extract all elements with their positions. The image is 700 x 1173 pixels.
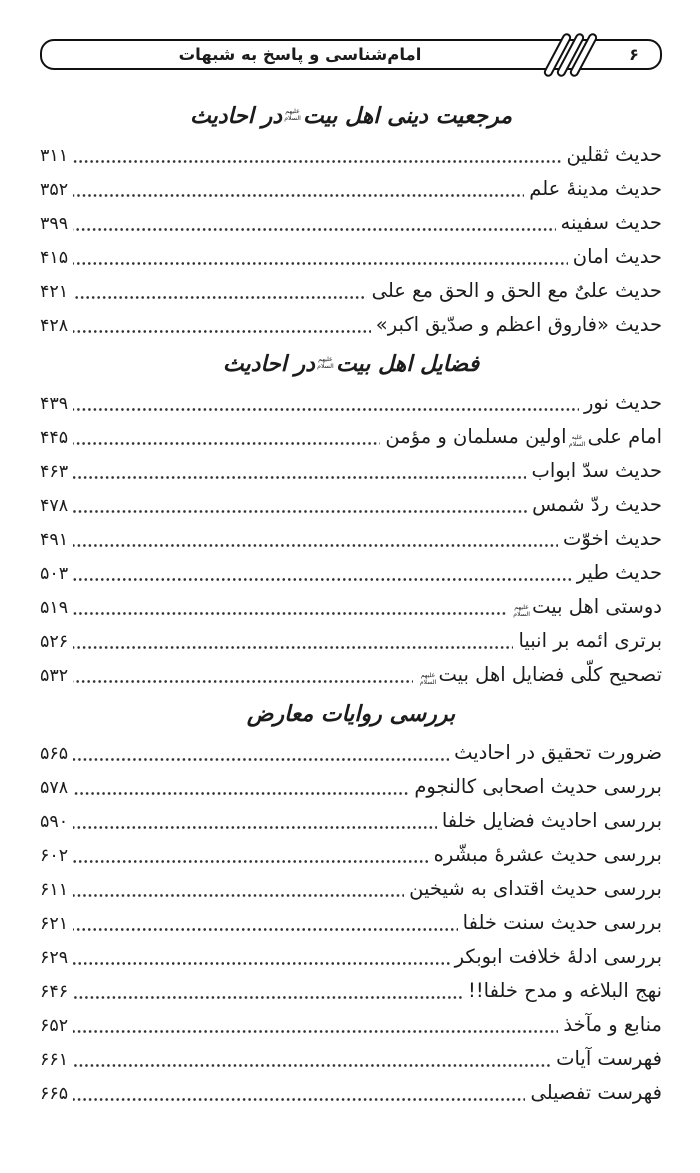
entry-title-pre: بررسی حدیث عشرهٔ مبشّره — [433, 843, 662, 866]
toc-entry — [40, 172, 662, 206]
section-heading — [40, 342, 662, 386]
honorific-symbol: علیهم السلام — [284, 108, 301, 122]
toc-entry — [40, 522, 662, 556]
entry-title-pre: حدیث سدّ ابواب — [531, 459, 662, 482]
dot-leader — [73, 680, 412, 683]
entry-title — [442, 804, 662, 838]
toc-entry — [40, 838, 662, 872]
entry-page-number: ۴۲۸ — [40, 316, 69, 336]
entry-title — [561, 206, 663, 240]
entry-title-pre: حدیث سفینه — [560, 211, 662, 234]
entry-page-number: ۶۶۱ — [40, 1050, 69, 1070]
dot-leader — [73, 578, 572, 581]
entry-title — [434, 838, 662, 872]
dot-leader — [73, 826, 437, 829]
entry-title-pre: حدیث نور — [584, 391, 662, 414]
entry-title-pre: تصحیح کلّی فضایل اهل بیت — [438, 663, 662, 686]
entry-title — [372, 274, 662, 308]
entry-title-pre: امام علی — [587, 425, 662, 448]
toc-entry — [40, 940, 662, 974]
entry-title — [454, 736, 662, 770]
toc-entry — [40, 138, 662, 172]
entry-page-number: ۶۲۹ — [40, 948, 69, 968]
entry-page-number: ۶۱۱ — [40, 880, 69, 900]
entry-title — [584, 386, 662, 420]
entry-page-number: ۵۰۳ — [40, 564, 69, 584]
entry-title — [532, 488, 662, 522]
toc-entry — [40, 240, 662, 274]
dot-leader — [73, 1030, 558, 1033]
entry-title-pre: نهج البلاغه و مدح خلفا!! — [468, 979, 662, 1002]
dot-leader — [73, 646, 513, 649]
entry-title-pre: حدیث امان — [572, 245, 662, 268]
entry-title — [529, 172, 662, 206]
toc-entry — [40, 386, 662, 420]
toc-entry — [40, 1008, 662, 1042]
honorific-symbol: علیهم السلام — [317, 356, 334, 370]
entry-title — [511, 590, 662, 624]
dot-leader — [73, 996, 463, 999]
heading-post: در احادیث — [189, 103, 283, 129]
entry-title — [376, 308, 662, 342]
honorific-symbol: علیهم السلام — [513, 604, 530, 618]
entry-title-pre: حدیث مدینهٔ علم — [529, 177, 662, 200]
entry-page-number: ۶۰۲ — [40, 846, 69, 866]
dot-leader — [73, 894, 404, 897]
toc-entry — [40, 906, 662, 940]
entry-page-number: ۳۱۱ — [40, 146, 69, 166]
toc-entry — [40, 590, 662, 624]
toc-entry — [40, 1076, 662, 1110]
toc-entry — [40, 274, 662, 308]
entry-page-number: ۵۶۵ — [40, 744, 69, 764]
dot-leader — [73, 1098, 525, 1101]
entry-title — [563, 522, 662, 556]
entry-page-number: ۴۳۹ — [40, 394, 69, 414]
dot-leader — [73, 194, 524, 197]
toc-entry — [40, 624, 662, 658]
book-title: امام‌شناسی و پاسخ به شبهات — [178, 45, 422, 64]
toc-entry — [40, 454, 662, 488]
entry-title — [531, 454, 662, 488]
dot-leader — [73, 228, 555, 231]
dot-leader — [73, 792, 409, 795]
entry-title — [468, 974, 662, 1008]
entry-page-number: ۴۹۱ — [40, 530, 69, 550]
heading-pre: فضایل اهل بیت — [335, 351, 480, 377]
toc-entry — [40, 1042, 662, 1076]
section-items — [40, 138, 662, 342]
toc-entry — [40, 770, 662, 804]
toc-entry — [40, 556, 662, 590]
dot-leader — [73, 928, 457, 931]
entry-title-pre: فهرست تفصیلی — [530, 1081, 662, 1104]
toc-entry — [40, 206, 662, 240]
toc-entry — [40, 308, 662, 342]
dot-leader — [73, 962, 449, 965]
dot-leader — [73, 262, 568, 265]
dot-leader — [73, 1064, 551, 1067]
toc-entry — [40, 872, 662, 906]
dot-leader — [73, 510, 527, 513]
dot-leader — [73, 612, 506, 615]
entry-title-pre: بررسی حدیث سنت خلفا — [462, 911, 662, 934]
dot-leader — [73, 860, 428, 863]
entry-page-number: ۴۱۵ — [40, 248, 69, 268]
entry-title — [455, 940, 662, 974]
entry-title-pre: حدیث «فاروق اعظم و صدّیق اکبر» — [375, 313, 662, 336]
entry-title-pre: برتری ائمه بر انبیا — [518, 629, 662, 652]
toc-entry — [40, 974, 662, 1008]
toc-entry — [40, 420, 662, 454]
honorific-symbol: علیهم السلام — [419, 672, 437, 686]
entry-title — [577, 556, 662, 590]
entry-page-number: ۵۳۲ — [40, 666, 69, 686]
dot-leader — [73, 544, 558, 547]
section-items — [40, 736, 662, 1110]
toc-section — [40, 692, 662, 1110]
entry-title — [385, 420, 662, 454]
page-header — [0, 0, 700, 90]
entry-title-pre: منابع و مآخذ — [563, 1013, 662, 1036]
section-items — [40, 386, 662, 692]
dot-leader — [73, 758, 449, 761]
section-heading — [40, 692, 662, 736]
entry-page-number: ۵۲۶ — [40, 632, 69, 652]
dot-leader — [73, 160, 561, 163]
dot-leader — [73, 408, 579, 411]
entry-title-pre: بررسی حدیث اقتدای به شیخین — [409, 877, 662, 900]
entry-page-number: ۳۵۲ — [40, 180, 69, 200]
entry-page-number: ۵۹۰ — [40, 812, 69, 832]
table-of-contents — [40, 94, 662, 1110]
honorific-symbol: علیه السلام — [568, 434, 586, 448]
section-heading — [40, 94, 662, 138]
entry-page-number: ۴۷۸ — [40, 496, 69, 516]
entry-title-pre: بررسی احادیث فضایل خلفا — [441, 809, 662, 832]
entry-page-number: ۴۲۱ — [40, 282, 69, 302]
entry-page-number: ۵۷۸ — [40, 778, 69, 798]
entry-title — [563, 1008, 662, 1042]
entry-title — [556, 1042, 662, 1076]
dot-leader — [73, 330, 371, 333]
entry-page-number: ۶۲۱ — [40, 914, 69, 934]
entry-title — [566, 138, 662, 172]
entry-title — [409, 872, 662, 906]
entry-page-number: ۶۵۲ — [40, 1016, 69, 1036]
entry-title-post: اولین مسلمان و مؤمن — [385, 425, 567, 448]
entry-title-pre: حدیث ردّ شمس — [532, 493, 662, 516]
entry-title-pre: حدیث علیٌ مع الحق و الحق مع علی — [371, 279, 662, 302]
toc-section — [40, 342, 662, 692]
entry-title-pre: حدیث طیر — [576, 561, 662, 584]
entry-title-pre: دوستی اهل بیت — [532, 595, 662, 618]
toc-entry — [40, 736, 662, 770]
heading-pre: مرجعیت دینی اهل بیت — [303, 103, 513, 129]
entry-title-pre: ضرورت تحقیق در احادیث — [454, 741, 662, 764]
dot-leader — [73, 476, 526, 479]
entry-title-pre: بررسی ادلهٔ خلافت ابوبکر — [454, 945, 662, 968]
entry-title-pre: حدیث اخوّت — [563, 527, 662, 550]
toc-entry — [40, 658, 662, 692]
heading-post: در احادیث — [222, 351, 315, 377]
entry-page-number: ۶۶۵ — [40, 1084, 69, 1104]
entry-title-pre: حدیث ثقلین — [566, 143, 662, 166]
entry-title — [414, 770, 662, 804]
entry-title-pre: بررسی حدیث اصحابی کالنجوم — [414, 775, 662, 798]
entry-title — [573, 240, 662, 274]
dot-leader — [73, 442, 380, 445]
entry-page-number: ۴۴۵ — [40, 428, 69, 448]
dot-leader — [73, 296, 366, 299]
heading-pre: بررسی روایات معارض — [246, 701, 456, 727]
entry-page-number: ۴۶۳ — [40, 462, 69, 482]
entry-title — [530, 1076, 662, 1110]
entry-title — [463, 906, 662, 940]
entry-page-number: ۳۹۹ — [40, 214, 69, 234]
toc-section — [40, 94, 662, 342]
toc-entry — [40, 488, 662, 522]
entry-title — [418, 658, 662, 692]
entry-title — [518, 624, 662, 658]
entry-page-number: ۶۴۶ — [40, 982, 69, 1002]
entry-page-number: ۵۱۹ — [40, 598, 69, 618]
page-number: ۶ — [629, 45, 639, 64]
entry-title-pre: فهرست آیات — [556, 1047, 662, 1070]
toc-entry — [40, 804, 662, 838]
